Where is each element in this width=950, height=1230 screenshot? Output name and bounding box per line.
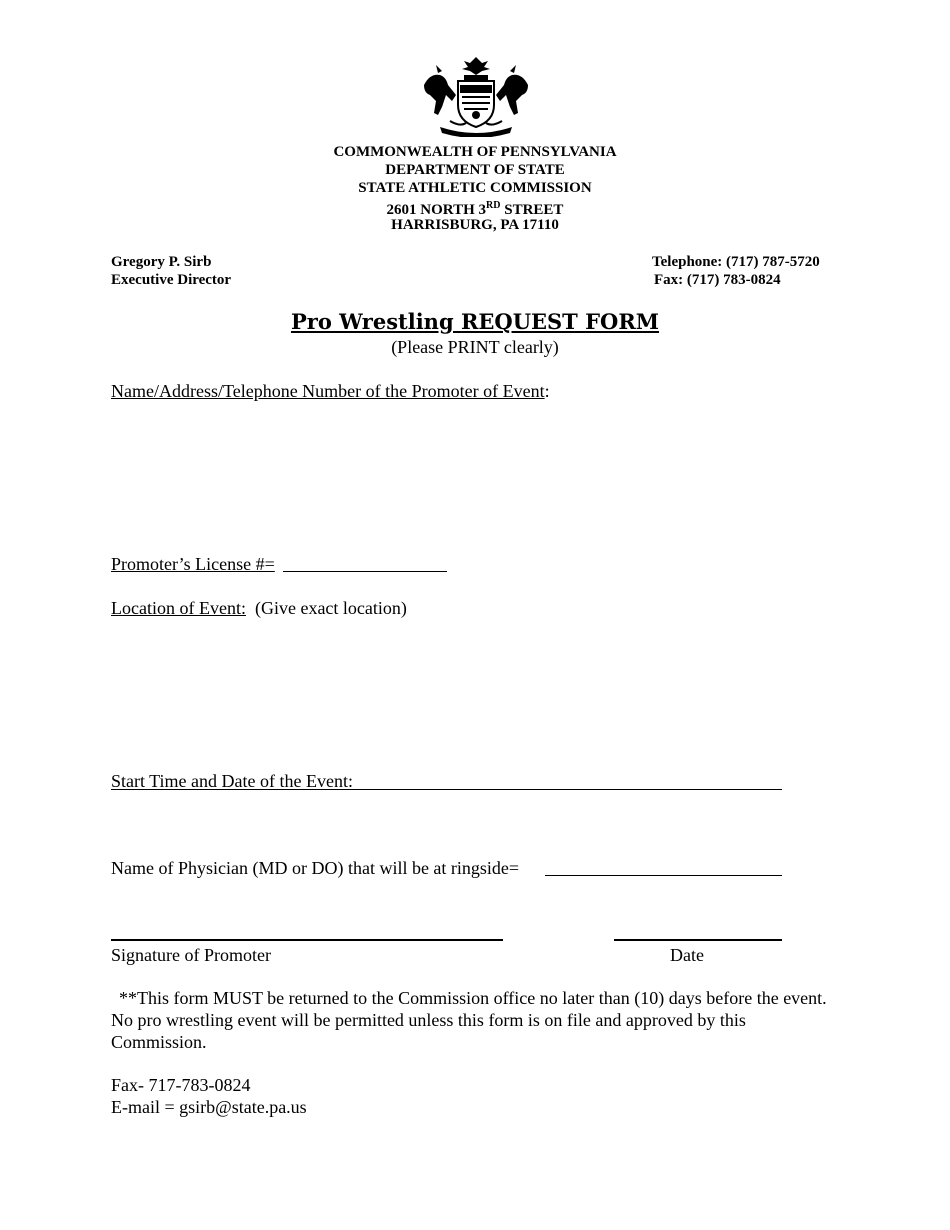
date-field[interactable] — [614, 925, 782, 941]
location-label — [111, 597, 407, 619]
promoter-label-colon: : — [544, 381, 550, 401]
header-department: DEPARTMENT OF STATE — [385, 162, 565, 178]
address-ordinal: RD — [486, 200, 501, 211]
form-title-text: Pro Wrestling REQUEST FORM — [290, 309, 660, 334]
promoter-label-text: Name/Address/Telephone Number of the Promoter of Event — [111, 381, 545, 401]
location-label-text: Location of Event: — [111, 598, 246, 618]
director-name: Gregory P. Sirb — [111, 254, 212, 270]
fax: Fax: (717) 783-0824 — [654, 272, 781, 288]
pennsylvania-coat-of-arms-icon — [420, 55, 532, 137]
physician-label: Name of Physician (MD or DO) that will be at ringside= — [111, 858, 520, 878]
form-subtitle: (Please PRINT clearly) — [391, 337, 559, 357]
deadline-notice: **This form MUST be returned to the Commission office no later than (10) days before the event. No pro wrestling event will be permitted unless this form is on file and approved by this Commission. — [111, 988, 827, 1052]
footer-fax: Fax- 717-783-0824 — [111, 1075, 251, 1095]
license-label-text: Promoter’s License #= — [111, 554, 275, 574]
start-time-field[interactable] — [111, 771, 782, 790]
header-commonwealth: COMMONWEALTH OF PENNSYLVANIA — [333, 144, 617, 160]
telephone: Telephone: (717) 787-5720 — [652, 254, 820, 270]
license-number-field[interactable] — [283, 554, 447, 572]
location-field[interactable] — [111, 622, 836, 762]
director-role: Executive Director — [111, 272, 232, 288]
start-time-label: Start Time and Date of the Event: — [111, 771, 353, 791]
header-commission: STATE ATHLETIC COMMISSION — [358, 180, 592, 196]
signature-label: Signature of Promoter — [111, 945, 271, 965]
location-hint: (Give exact location) — [254, 598, 407, 618]
address-prefix: 2601 NORTH 3 — [386, 202, 487, 218]
promoter-label — [111, 380, 550, 402]
license-label — [111, 553, 275, 575]
form-title — [0, 309, 950, 334]
signature-field[interactable] — [111, 925, 503, 941]
footer-email: E-mail = gsirb@state.pa.us — [111, 1097, 307, 1117]
date-label: Date — [670, 945, 704, 965]
physician-field[interactable] — [545, 858, 782, 876]
promoter-info-field[interactable] — [111, 405, 836, 545]
address-suffix: STREET — [500, 202, 564, 218]
header-city: HARRISBURG, PA 17110 — [391, 217, 559, 233]
